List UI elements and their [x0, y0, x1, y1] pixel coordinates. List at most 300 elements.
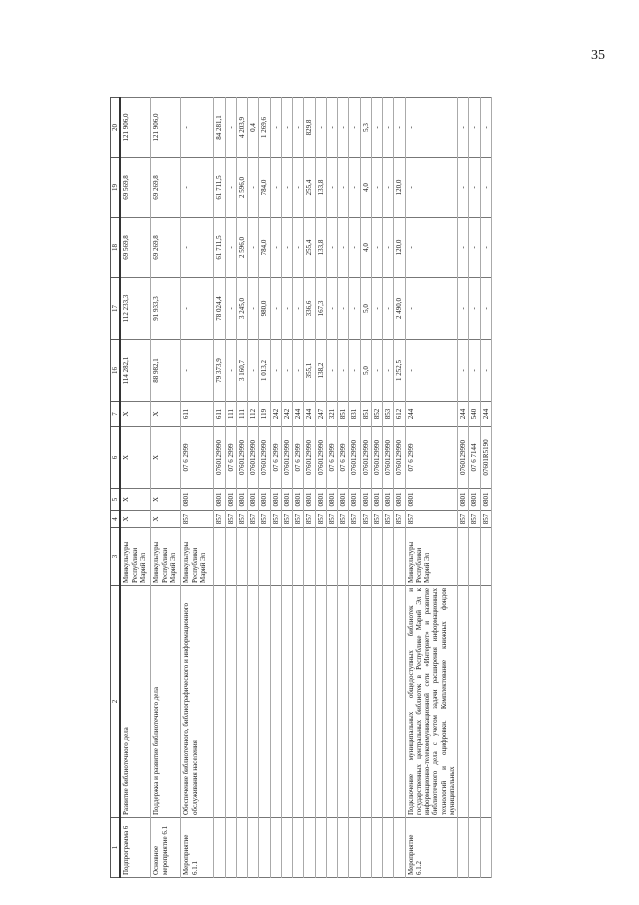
table-cell: 0801	[405, 489, 458, 511]
table-cell	[383, 528, 394, 586]
table-cell	[259, 818, 270, 878]
table-cell: X	[120, 489, 151, 511]
table-cell: 857	[394, 511, 405, 528]
header-row	[111, 98, 121, 878]
table-cell: 4,0	[360, 218, 371, 278]
table-cell: Минкультуры Республики Марий Эл	[405, 528, 458, 586]
table-cell: X	[151, 489, 181, 511]
table-cell: 0801	[281, 489, 292, 511]
table-cell	[293, 528, 304, 586]
table-cell: -	[338, 340, 349, 402]
table-cell: 2 596,0	[236, 158, 247, 218]
table-cell: 5,3	[360, 98, 371, 158]
table-cell: 111	[236, 402, 247, 427]
table-cell	[236, 528, 247, 586]
table-cell: -	[338, 218, 349, 278]
table-cell: -	[293, 278, 304, 340]
table-cell: 540	[469, 402, 480, 427]
table-cell: 857	[304, 511, 315, 528]
table-cell: 0801	[338, 489, 349, 511]
table-cell	[214, 586, 225, 818]
table-cell: 0760129990	[214, 427, 225, 489]
table-cell: -	[270, 158, 281, 218]
table-cell: 3 245,0	[236, 278, 247, 340]
table-cell: -	[469, 158, 480, 218]
table-cell: -	[293, 218, 304, 278]
table-cell	[304, 528, 315, 586]
table-cell: -	[383, 158, 394, 218]
table-cell	[480, 818, 491, 878]
table-cell: 857	[383, 511, 394, 528]
table-cell: 0801	[383, 489, 394, 511]
table-cell: 857	[480, 511, 491, 528]
table-cell: 0760129990	[394, 427, 405, 489]
table-cell: 07 6 2999	[270, 427, 281, 489]
table-cell	[326, 586, 337, 818]
col-header: 7	[111, 402, 121, 427]
table-cell: X	[120, 402, 151, 427]
table-cell: 0760129990	[383, 427, 394, 489]
table-cell: 5,0	[360, 340, 371, 402]
table-cell: -	[469, 278, 480, 340]
col-header: 19	[111, 158, 121, 218]
table-cell: 07 6 2999	[405, 427, 458, 489]
table-cell: -	[405, 340, 458, 402]
budget-table	[110, 97, 492, 878]
table-cell: 2 490,0	[394, 278, 405, 340]
table-cell	[270, 528, 281, 586]
table-cell: -	[225, 278, 236, 340]
table-cell: 69 269,8	[151, 158, 181, 218]
table-cell: 0801	[293, 489, 304, 511]
table-cell: 255,4	[304, 218, 315, 278]
table-cell: 857	[315, 511, 326, 528]
table-row	[371, 98, 382, 878]
table-cell: 0801	[349, 489, 360, 511]
table-row	[248, 98, 259, 878]
table-cell: 857	[236, 511, 247, 528]
table-cell	[304, 586, 315, 818]
table-cell: -	[270, 340, 281, 402]
table-cell	[293, 586, 304, 818]
table-cell: 4,0	[360, 158, 371, 218]
rotated-table-container	[110, 98, 632, 878]
table-cell: 0801	[458, 489, 469, 511]
table-cell: 857	[405, 511, 458, 528]
table-cell: 0760129990	[360, 427, 371, 489]
table-cell: -	[349, 98, 360, 158]
table-cell	[338, 818, 349, 878]
table-cell: 355,1	[304, 340, 315, 402]
table-cell: -	[270, 218, 281, 278]
table-cell: -	[225, 218, 236, 278]
table-cell: -	[480, 218, 491, 278]
table-cell: Развитие библиотечного дела	[120, 586, 151, 818]
table-cell: 1 013,2	[259, 340, 270, 402]
table-cell: -	[281, 98, 292, 158]
table-cell	[248, 586, 259, 818]
table-cell: 0760129990	[236, 427, 247, 489]
table-cell	[315, 818, 326, 878]
table-cell: 167,3	[315, 278, 326, 340]
table-cell	[383, 818, 394, 878]
table-cell	[338, 586, 349, 818]
table-cell: 0801	[394, 489, 405, 511]
table-cell	[458, 586, 469, 818]
table-cell	[360, 586, 371, 818]
table-row	[293, 98, 304, 878]
table-cell: 0801	[225, 489, 236, 511]
table-cell: 980,0	[259, 278, 270, 340]
table-cell: -	[394, 98, 405, 158]
table-cell	[469, 586, 480, 818]
table-cell: 0801	[248, 489, 259, 511]
table-cell: -	[371, 158, 382, 218]
table-cell: -	[349, 218, 360, 278]
table-cell: 784,0	[259, 158, 270, 218]
col-header: 16	[111, 340, 121, 402]
table-cell: -	[405, 218, 458, 278]
table-cell: 857	[293, 511, 304, 528]
table-cell: 857	[326, 511, 337, 528]
table-cell: -	[338, 158, 349, 218]
table-cell: Подключение муниципальных общедоступных библиотек и государственных центральных библиотек в Республике Марий Эл к информационно-телекоммуникационной сети «Интернет» и развитие библиотечного дела с учетом задачи расширения информационных технологий и оцифровки. Комплектование книжных фондов муниципальных	[405, 586, 458, 818]
table-cell	[304, 818, 315, 878]
table-cell: 121 906,0	[151, 98, 181, 158]
table-cell: -	[405, 158, 458, 218]
table-row	[383, 98, 394, 878]
table-cell: 244	[293, 402, 304, 427]
table-cell: 121 906,0	[120, 98, 151, 158]
col-header: 18	[111, 218, 121, 278]
table-cell	[281, 528, 292, 586]
table-cell: 857	[371, 511, 382, 528]
table-cell	[270, 818, 281, 878]
table-cell: X	[120, 427, 151, 489]
table-cell: 07 6 2999	[181, 427, 214, 489]
table-cell: 0801	[181, 489, 214, 511]
table-row	[338, 98, 349, 878]
table-cell: 112 233,3	[120, 278, 151, 340]
table-cell	[293, 818, 304, 878]
table-cell: 0760129990	[349, 427, 360, 489]
table-cell: 88 982,1	[151, 340, 181, 402]
table-cell: -	[181, 340, 214, 402]
col-header: 1	[111, 818, 121, 878]
table-cell	[225, 528, 236, 586]
table-cell: 857	[181, 511, 214, 528]
table-cell: -	[181, 98, 214, 158]
table-cell: -	[480, 278, 491, 340]
table-row	[349, 98, 360, 878]
table-cell: X	[151, 402, 181, 427]
table-cell: 242	[270, 402, 281, 427]
table-cell: -	[371, 278, 382, 340]
col-header: 4	[111, 511, 121, 528]
table-cell: 321	[326, 402, 337, 427]
table-cell: 612	[394, 402, 405, 427]
table-cell	[394, 528, 405, 586]
table-cell: -	[383, 340, 394, 402]
table-cell: -	[469, 218, 480, 278]
table-cell: Обеспечение библиотечного, библиографического и информационного обслуживания населения	[181, 586, 214, 818]
table-cell: -	[349, 340, 360, 402]
table-cell: 69 569,8	[120, 218, 151, 278]
table-cell: 244	[480, 402, 491, 427]
table-cell: X	[151, 511, 181, 528]
table-cell: 857	[248, 511, 259, 528]
table-cell	[270, 586, 281, 818]
table-cell	[360, 528, 371, 586]
table-cell	[394, 586, 405, 818]
table-cell	[360, 818, 371, 878]
table-row	[326, 98, 337, 878]
table-cell: 244	[458, 402, 469, 427]
table-cell: 0760129990	[304, 427, 315, 489]
table-cell	[248, 528, 259, 586]
table-cell: Основное мероприятие 6.1	[151, 818, 181, 878]
table-cell: -	[181, 158, 214, 218]
table-cell: -	[371, 218, 382, 278]
table-cell: 133,8	[315, 158, 326, 218]
table-cell	[236, 818, 247, 878]
table-cell: -	[371, 340, 382, 402]
table-cell: -	[458, 158, 469, 218]
table-cell: 336,6	[304, 278, 315, 340]
table-row	[394, 98, 405, 878]
col-header: 17	[111, 278, 121, 340]
table-cell	[480, 586, 491, 818]
table-cell: 120,0	[394, 218, 405, 278]
table-cell: 831	[349, 402, 360, 427]
table-cell: 1 269,6	[259, 98, 270, 158]
table-cell	[236, 586, 247, 818]
table-cell: -	[281, 158, 292, 218]
table-row	[405, 98, 458, 878]
table-cell: 0801	[480, 489, 491, 511]
table-cell: -	[405, 278, 458, 340]
table-cell: 0801	[214, 489, 225, 511]
table-cell: 0801	[259, 489, 270, 511]
table-cell: Подпрограмма 6	[120, 818, 151, 878]
table-cell: Минкультуры Республики Марий Эл	[120, 528, 151, 586]
table-cell	[371, 528, 382, 586]
table-cell	[315, 528, 326, 586]
table-cell: -	[315, 98, 326, 158]
table-cell: 0760129990	[458, 427, 469, 489]
table-cell: 247	[315, 402, 326, 427]
table-cell: 851	[360, 402, 371, 427]
table-cell: 79 373,9	[214, 340, 225, 402]
table-cell: 61 711,5	[214, 158, 225, 218]
col-header: 5	[111, 489, 121, 511]
table-row	[225, 98, 236, 878]
table-cell	[349, 528, 360, 586]
table-cell: 3 160,7	[236, 340, 247, 402]
table-row	[236, 98, 247, 878]
table-cell: 0760129990	[281, 427, 292, 489]
table-cell: -	[458, 218, 469, 278]
table-cell: 119	[259, 402, 270, 427]
table-cell	[326, 528, 337, 586]
table-cell	[469, 818, 480, 878]
table-cell: 857	[360, 511, 371, 528]
table-cell: 255,4	[304, 158, 315, 218]
table-cell: -	[458, 340, 469, 402]
table-cell: 07 6 2999	[293, 427, 304, 489]
table-cell: -	[270, 278, 281, 340]
table-cell: 611	[181, 402, 214, 427]
table-cell: 857	[259, 511, 270, 528]
table-cell: 0760129990	[371, 427, 382, 489]
table-cell: 112	[248, 402, 259, 427]
table-cell: 857	[349, 511, 360, 528]
table-cell: 784,0	[259, 218, 270, 278]
table-cell: -	[326, 98, 337, 158]
table-cell: Поддержка и развитие библиотечного дела	[151, 586, 181, 818]
table-cell: 69 569,8	[120, 158, 151, 218]
table-cell: -	[349, 278, 360, 340]
table-cell: -	[338, 98, 349, 158]
table-cell	[349, 586, 360, 818]
table-cell: 61 711,5	[214, 218, 225, 278]
table-cell: -	[480, 340, 491, 402]
table-cell: 07 6 2999	[225, 427, 236, 489]
table-cell: 857	[225, 511, 236, 528]
table-cell: -	[225, 340, 236, 402]
table-cell: 0,4	[248, 98, 259, 158]
table-cell: 852	[371, 402, 382, 427]
table-row	[214, 98, 225, 878]
table-row	[304, 98, 315, 878]
table-cell: -	[225, 158, 236, 218]
table-cell: -	[225, 98, 236, 158]
table-row	[360, 98, 371, 878]
table-cell	[349, 818, 360, 878]
table-cell: 69 269,8	[151, 218, 181, 278]
table-cell: 0760129990	[315, 427, 326, 489]
table-cell: 1 252,5	[394, 340, 405, 402]
table-cell: 07 6 2999	[338, 427, 349, 489]
table-cell: 0801	[236, 489, 247, 511]
table-row	[281, 98, 292, 878]
table-cell	[281, 818, 292, 878]
col-header: 20	[111, 98, 121, 158]
table-cell: 0801	[326, 489, 337, 511]
table-cell	[371, 586, 382, 818]
table-cell	[225, 818, 236, 878]
table-cell: 0801	[270, 489, 281, 511]
table-cell: 0801	[360, 489, 371, 511]
table-cell: -	[383, 218, 394, 278]
table-cell: -	[181, 278, 214, 340]
table-cell: 857	[458, 511, 469, 528]
table-cell: 244	[304, 402, 315, 427]
table-cell: 242	[281, 402, 292, 427]
table-cell: -	[326, 158, 337, 218]
table-cell: 857	[270, 511, 281, 528]
table-row	[120, 98, 151, 878]
table-cell: 138,2	[315, 340, 326, 402]
col-header: 6	[111, 427, 121, 489]
table-cell: -	[293, 340, 304, 402]
table-row	[458, 98, 469, 878]
table-cell: -	[458, 278, 469, 340]
table-cell: 857	[281, 511, 292, 528]
table-cell: Мероприятие 6.1.1	[181, 818, 214, 878]
table-row	[181, 98, 214, 878]
table-cell: -	[469, 340, 480, 402]
table-cell	[469, 528, 480, 586]
table-cell	[259, 586, 270, 818]
table-cell	[259, 528, 270, 586]
table-cell: 84 281,1	[214, 98, 225, 158]
table-cell: 0801	[371, 489, 382, 511]
table-cell: 857	[469, 511, 480, 528]
col-header: 3	[111, 528, 121, 586]
table-cell: -	[181, 218, 214, 278]
table-cell: -	[248, 218, 259, 278]
table-row	[270, 98, 281, 878]
table-row	[469, 98, 480, 878]
table-row	[315, 98, 326, 878]
table-cell: X	[151, 427, 181, 489]
table-cell: 4 203,9	[236, 98, 247, 158]
table-cell: -	[248, 158, 259, 218]
table-cell	[338, 528, 349, 586]
table-cell	[458, 528, 469, 586]
table-cell: Мероприятие 6.1.2	[405, 818, 458, 878]
table-cell: -	[281, 218, 292, 278]
table-cell: 857	[214, 511, 225, 528]
table-cell: -	[480, 98, 491, 158]
table-cell: 120,0	[394, 158, 405, 218]
table-cell: -	[293, 98, 304, 158]
table-cell: -	[405, 98, 458, 158]
table-cell: 07601R5190	[480, 427, 491, 489]
table-cell: 91 933,3	[151, 278, 181, 340]
table-cell: -	[383, 98, 394, 158]
table-cell: 853	[383, 402, 394, 427]
table-cell	[394, 818, 405, 878]
table-cell	[214, 818, 225, 878]
table-cell: 78 024,4	[214, 278, 225, 340]
table-cell	[480, 528, 491, 586]
table-cell: Минкультуры Республики Марий Эл	[151, 528, 181, 586]
table-cell: 611	[214, 402, 225, 427]
table-cell: -	[281, 278, 292, 340]
table-cell: 2 596,0	[236, 218, 247, 278]
table-row	[480, 98, 491, 878]
table-cell: -	[326, 278, 337, 340]
table-cell	[371, 818, 382, 878]
table-cell: 0760129990	[248, 427, 259, 489]
table-row	[259, 98, 270, 878]
table-row	[151, 98, 181, 878]
table-cell: -	[480, 158, 491, 218]
table-cell	[281, 586, 292, 818]
table-cell: 0760129990	[259, 427, 270, 489]
table-cell: Минкультуры Республики Марий Эл	[181, 528, 214, 586]
page-number: 35	[591, 48, 605, 63]
table-cell: 07 6 2999	[326, 427, 337, 489]
table-cell: -	[270, 98, 281, 158]
table-cell: X	[120, 511, 151, 528]
table-cell: 244	[405, 402, 458, 427]
table-cell: 0801	[304, 489, 315, 511]
table-cell: 111	[225, 402, 236, 427]
table-cell	[214, 528, 225, 586]
